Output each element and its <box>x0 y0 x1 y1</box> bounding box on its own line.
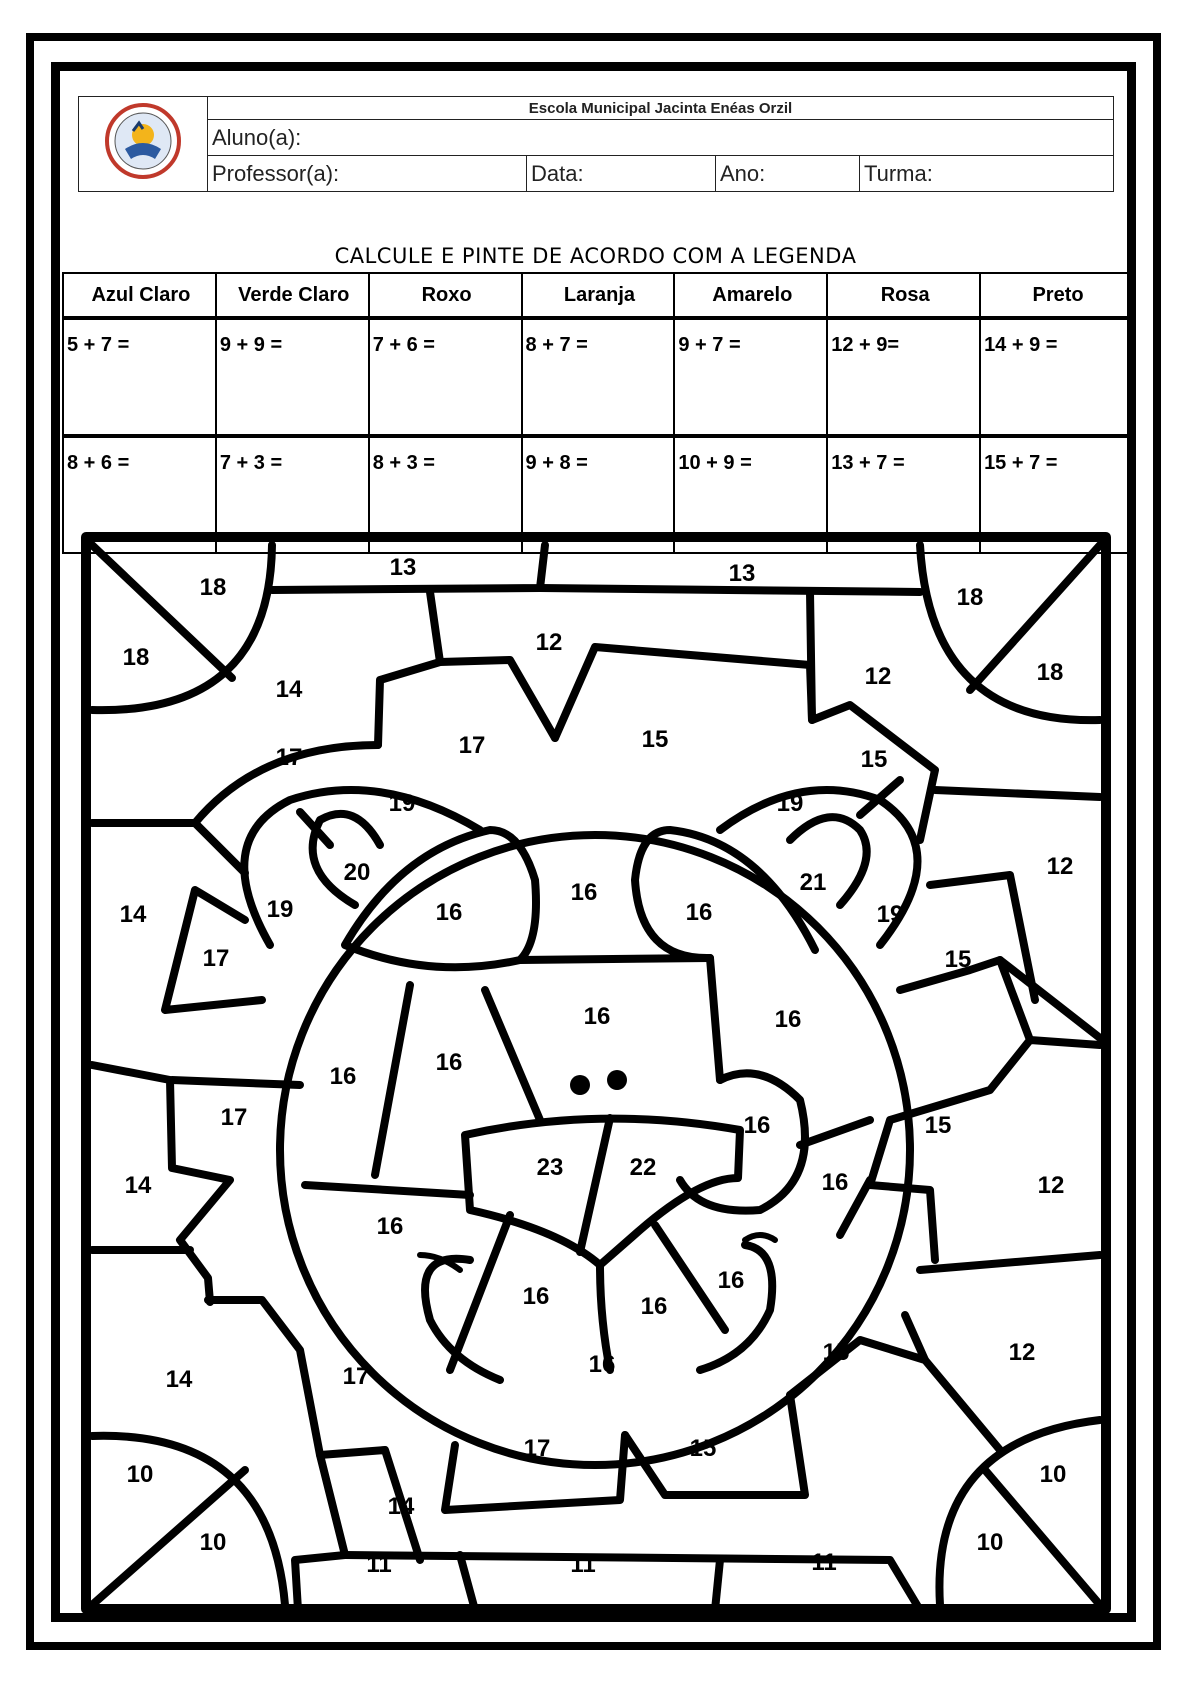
region-number: 16 <box>640 1293 668 1320</box>
region-number: 17 <box>275 744 303 771</box>
region-number: 23 <box>536 1154 564 1181</box>
equation-cell[interactable]: 10 + 9 = <box>674 436 827 553</box>
region-number: 15 <box>924 1112 952 1139</box>
region-number: 16 <box>570 879 598 906</box>
region-number: 13 <box>389 554 417 581</box>
equation-cell[interactable]: 12 + 9= <box>827 318 980 436</box>
equation-cell[interactable]: 9 + 7 = <box>674 318 827 436</box>
region-number: 10 <box>126 1461 154 1488</box>
equation-cell[interactable]: 9 + 9 = <box>216 318 369 436</box>
equation-cell[interactable]: 8 + 7 = <box>522 318 675 436</box>
region-number: 16 <box>583 1003 611 1030</box>
lion-eye-left <box>570 1075 590 1095</box>
region-number: 19 <box>388 790 416 817</box>
region-number: 16 <box>774 1006 802 1033</box>
region-number: 15 <box>944 946 972 973</box>
region-number: 19 <box>876 901 904 928</box>
date-field[interactable]: Data: <box>527 156 716 192</box>
school-logo-icon <box>103 101 183 181</box>
region-number: 12 <box>864 663 892 690</box>
region-number: 15 <box>641 726 669 753</box>
school-name: Escola Municipal Jacinta Enéas Orzil <box>208 97 1114 120</box>
legend-color: Verde Claro <box>216 273 369 318</box>
region-number: 17 <box>202 945 230 972</box>
region-number: 16 <box>522 1283 550 1310</box>
region-number: 14 <box>165 1366 193 1393</box>
region-number: 18 <box>199 574 227 601</box>
page-title: CALCULE E PINTE DE ACORDO COM A LEGENDA <box>334 244 857 268</box>
region-number: 19 <box>776 790 804 817</box>
legend-color: Amarelo <box>674 273 827 318</box>
equation-cell[interactable]: 7 + 3 = <box>216 436 369 553</box>
region-number: 16 <box>685 899 713 926</box>
equation-cell[interactable]: 9 + 8 = <box>522 436 675 553</box>
region-number: 16 <box>821 1169 849 1196</box>
region-number: 18 <box>956 584 984 611</box>
region-number: 18 <box>1036 659 1064 686</box>
class-field[interactable]: Turma: <box>860 156 1114 192</box>
region-number: 16 <box>435 899 463 926</box>
year-field[interactable]: Ano: <box>716 156 860 192</box>
region-numbers <box>120 554 1074 1578</box>
lion-coloring-picture[interactable] <box>81 532 1111 1614</box>
region-number: 11 <box>570 1551 596 1578</box>
region-number: 15 <box>822 1339 850 1366</box>
region-number: 17 <box>458 732 486 759</box>
region-number: 17 <box>220 1104 248 1131</box>
region-number: 14 <box>387 1493 415 1520</box>
equation-cell[interactable]: 7 + 6 = <box>369 318 522 436</box>
equation-cell[interactable]: 13 + 7 = <box>827 436 980 553</box>
region-number: 17 <box>523 1435 551 1462</box>
region-number: 16 <box>717 1267 745 1294</box>
school-logo-cell <box>79 97 208 192</box>
equation-cell[interactable]: 14 + 9 = <box>980 318 1133 436</box>
equation-cell[interactable]: 5 + 7 = <box>63 318 216 436</box>
region-number: 15 <box>689 1435 717 1462</box>
legend-color: Rosa <box>827 273 980 318</box>
region-number: 16 <box>743 1112 771 1139</box>
region-number: 11 <box>811 1549 837 1576</box>
region-number: 14 <box>119 901 147 928</box>
region-number: 10 <box>976 1529 1004 1556</box>
region-number: 12 <box>1008 1339 1036 1366</box>
region-number: 16 <box>435 1049 463 1076</box>
equation-cell[interactable]: 8 + 3 = <box>369 436 522 553</box>
region-number: 12 <box>535 629 563 656</box>
region-number: 14 <box>124 1172 152 1199</box>
region-number: 16 <box>376 1213 404 1240</box>
student-field[interactable]: Aluno(a): <box>208 120 1114 156</box>
region-number: 12 <box>1046 853 1074 880</box>
region-number: 20 <box>343 859 371 886</box>
region-number: 12 <box>1037 1172 1065 1199</box>
region-number: 10 <box>1039 1461 1067 1488</box>
region-number: 15 <box>860 746 888 773</box>
region-number: 19 <box>266 896 294 923</box>
header-table <box>78 96 1114 192</box>
region-number: 16 <box>329 1063 357 1090</box>
color-legend-table <box>62 272 1134 554</box>
region-number: 14 <box>275 676 303 703</box>
equation-cell[interactable]: 8 + 6 = <box>63 436 216 553</box>
legend-color: Azul Claro <box>63 273 216 318</box>
lion-eye-right <box>607 1070 627 1090</box>
region-number: 10 <box>199 1529 227 1556</box>
legend-color: Laranja <box>522 273 675 318</box>
legend-color: Roxo <box>369 273 522 318</box>
legend-color: Preto <box>980 273 1133 318</box>
region-number: 16 <box>588 1351 616 1378</box>
region-number: 18 <box>122 644 150 671</box>
region-number: 21 <box>799 869 827 896</box>
equation-cell[interactable]: 15 + 7 = <box>980 436 1133 553</box>
region-number: 13 <box>728 560 756 587</box>
region-number: 17 <box>342 1363 370 1390</box>
teacher-field[interactable]: Professor(a): <box>208 156 527 192</box>
region-number: 22 <box>629 1154 657 1181</box>
region-number: 11 <box>366 1551 392 1578</box>
